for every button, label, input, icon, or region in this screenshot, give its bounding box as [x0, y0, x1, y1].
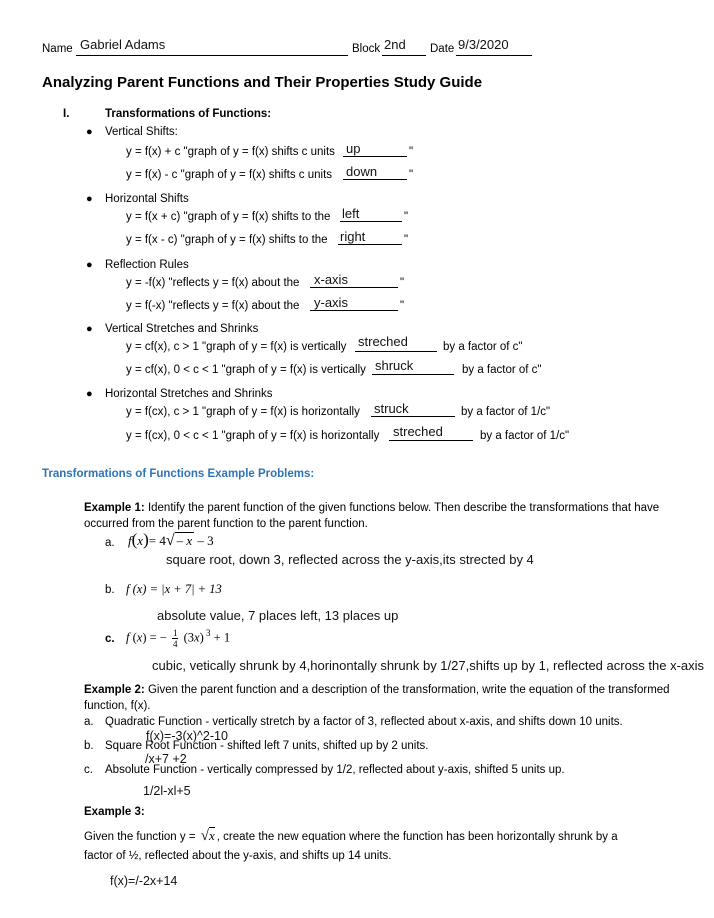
item-letter: c. — [105, 633, 115, 645]
answer-underline — [372, 374, 454, 375]
answer-underline — [343, 156, 407, 157]
bullet-icon: ● — [86, 193, 93, 205]
rule-pre: y = cf(x), c > 1 "graph of y = f(x) is vertically — [126, 341, 347, 353]
page-title: Analyzing Parent Functions and Their Properties Study Guide — [42, 74, 483, 91]
group-label-vertical-stretch: Vertical Stretches and Shrinks — [105, 323, 259, 335]
rule-pre: y = f(x) - c "graph of y = f(x) shifts c units — [126, 169, 333, 181]
item-letter: c. — [84, 764, 93, 776]
answer-field[interactable]: f(x)=/-2x+14 — [110, 874, 178, 888]
rule-post: " — [404, 211, 409, 223]
answer-underline — [389, 440, 473, 441]
rule-pre: y = -f(x) "reflects y = f(x) about the — [126, 277, 300, 289]
bullet-icon: ● — [86, 388, 93, 400]
rule-pre: y = f(cx), 0 < c < 1 "graph of y = f(x) is horizontally — [126, 430, 380, 442]
rule-pre: y = f(-x) "reflects y = f(x) about the — [126, 300, 300, 312]
rule-post: " — [400, 300, 405, 312]
example3-label: Example 3: — [84, 806, 145, 818]
answer-underline — [371, 416, 455, 417]
group-label-vertical-shifts: Vertical Shifts: — [105, 126, 178, 138]
answer-field[interactable]: f(x)=-3(x)^2-10 — [146, 729, 228, 743]
rule-post: by a factor of 1/c" — [480, 430, 570, 442]
answer-field[interactable]: absolute value, 7 places left, 13 places up — [157, 608, 399, 623]
answer-field[interactable]: struck — [374, 401, 409, 416]
example3-prompt-pre: Given the function y = — [84, 831, 196, 843]
date-field[interactable]: 9/3/2020 — [458, 37, 509, 52]
example2-text: Given the parent function and a description of the transformation, write the equation of the transformed function, f(x). — [84, 684, 670, 712]
item-letter: a. — [105, 537, 115, 549]
sqrt-x-symbol: √x — [200, 828, 215, 844]
group-label-reflection: Reflection Rules — [105, 259, 189, 271]
example3-prompt-line1 — [84, 828, 618, 845]
answer-field[interactable]: 1/2l-xl+5 — [143, 784, 191, 798]
answer-field[interactable]: down — [346, 164, 378, 179]
item-letter: b. — [84, 740, 94, 752]
item-text: Quadratic Function - vertically stretch by a factor of 3, reflected about x-axis, and shifts down 10 units. — [105, 716, 623, 728]
rule-post: " — [404, 234, 409, 246]
rule-pre: y = f(x - c) "graph of y = f(x) shifts to the — [126, 234, 328, 246]
name-underline — [76, 55, 348, 56]
rule-post: " — [409, 169, 414, 181]
equation-b: f (x) = |x + 7| + 13 — [126, 582, 222, 596]
item-letter: a. — [84, 716, 94, 728]
answer-field[interactable]: streched — [358, 334, 408, 349]
block-underline — [382, 55, 426, 56]
block-field[interactable]: 2nd — [384, 37, 406, 52]
item-letter: b. — [105, 584, 115, 596]
answer-underline — [340, 221, 402, 222]
rule-post: by a factor of 1/c" — [461, 406, 551, 418]
answer-field[interactable]: shruck — [375, 358, 414, 373]
example1-prompt — [84, 500, 674, 532]
example3-prompt-post: , create the new equation where the function has been horizontally shrunk by a — [216, 831, 618, 843]
answer-field[interactable]: right — [340, 229, 366, 244]
equation-a: f(x)= 4√ – x – 3 — [128, 530, 214, 549]
bullet-icon: ● — [86, 126, 93, 138]
answer-underline — [310, 310, 398, 311]
rule-pre: y = f(x + c) "graph of y = f(x) shifts to the — [126, 211, 331, 223]
answer-underline — [343, 179, 407, 180]
example3-prompt-line2: factor of ½, reflected about the y-axis, and shifts up 14 units. — [84, 850, 392, 862]
answer-field[interactable]: square root, down 3, reflected across the y-axis,its strected by 4 — [166, 552, 534, 567]
block-label: Block — [352, 43, 381, 55]
answer-field[interactable]: up — [346, 141, 361, 156]
bullet-icon: ● — [86, 323, 93, 335]
rule-post: by a factor of c" — [443, 341, 523, 353]
example1-label: Example 1: — [84, 502, 145, 514]
name-field[interactable]: Gabriel Adams — [80, 37, 166, 52]
date-label: Date — [430, 43, 455, 55]
bullet-icon: ● — [86, 259, 93, 271]
item-text: Square Root Function - shifted left 7 units, shifted up by 2 units. — [105, 740, 429, 752]
answer-field[interactable]: x-axis — [314, 272, 348, 287]
section-heading: Transformations of Functions: — [105, 108, 272, 120]
answer-field[interactable]: /x+7 +2 — [145, 752, 187, 766]
group-label-horizontal-shifts: Horizontal Shifts — [105, 193, 189, 205]
rule-post: " — [400, 277, 405, 289]
answer-field[interactable]: cubic, vetically shrunk by 4,horinontally shrunk by 1/27,shifts up by 1, reflected across the x-axis — [152, 658, 705, 673]
answer-field[interactable]: streched — [393, 424, 443, 439]
example1-text: Identify the parent function of the given functions below. Then describe the transformations that have occurred from the parent function to the parent function. — [84, 502, 660, 530]
answer-field[interactable]: y-axis — [314, 295, 348, 310]
rule-post: " — [409, 146, 414, 158]
example2-prompt — [84, 682, 674, 714]
date-underline — [456, 55, 532, 56]
item-text: Absolute Function - vertically compressed by 1/2, reflected about y-axis, shifted 5 units up. — [105, 764, 565, 776]
examples-heading: Transformations of Functions Example Problems: — [42, 468, 315, 480]
answer-underline — [355, 351, 437, 352]
section-numeral: I. — [63, 108, 70, 120]
example2-label: Example 2: — [84, 684, 145, 696]
answer-underline — [310, 287, 398, 288]
answer-underline — [338, 244, 402, 245]
rule-pre: y = cf(x), 0 < c < 1 "graph of y = f(x) is vertically — [126, 364, 366, 376]
rule-post: by a factor of c" — [462, 364, 542, 376]
group-label-horizontal-stretch: Horizontal Stretches and Shrinks — [105, 388, 273, 400]
name-label: Name — [42, 43, 73, 55]
answer-field[interactable]: left — [342, 206, 360, 221]
rule-pre: y = f(x) + c "graph of y = f(x) shifts c units — [126, 146, 335, 158]
equation-c: f (x) = − $\frac{1}{4}$ (3x) $^3$ + 1 — [126, 628, 231, 649]
rule-pre: y = f(cx), c > 1 "graph of y = f(x) is horizontally — [126, 406, 360, 418]
